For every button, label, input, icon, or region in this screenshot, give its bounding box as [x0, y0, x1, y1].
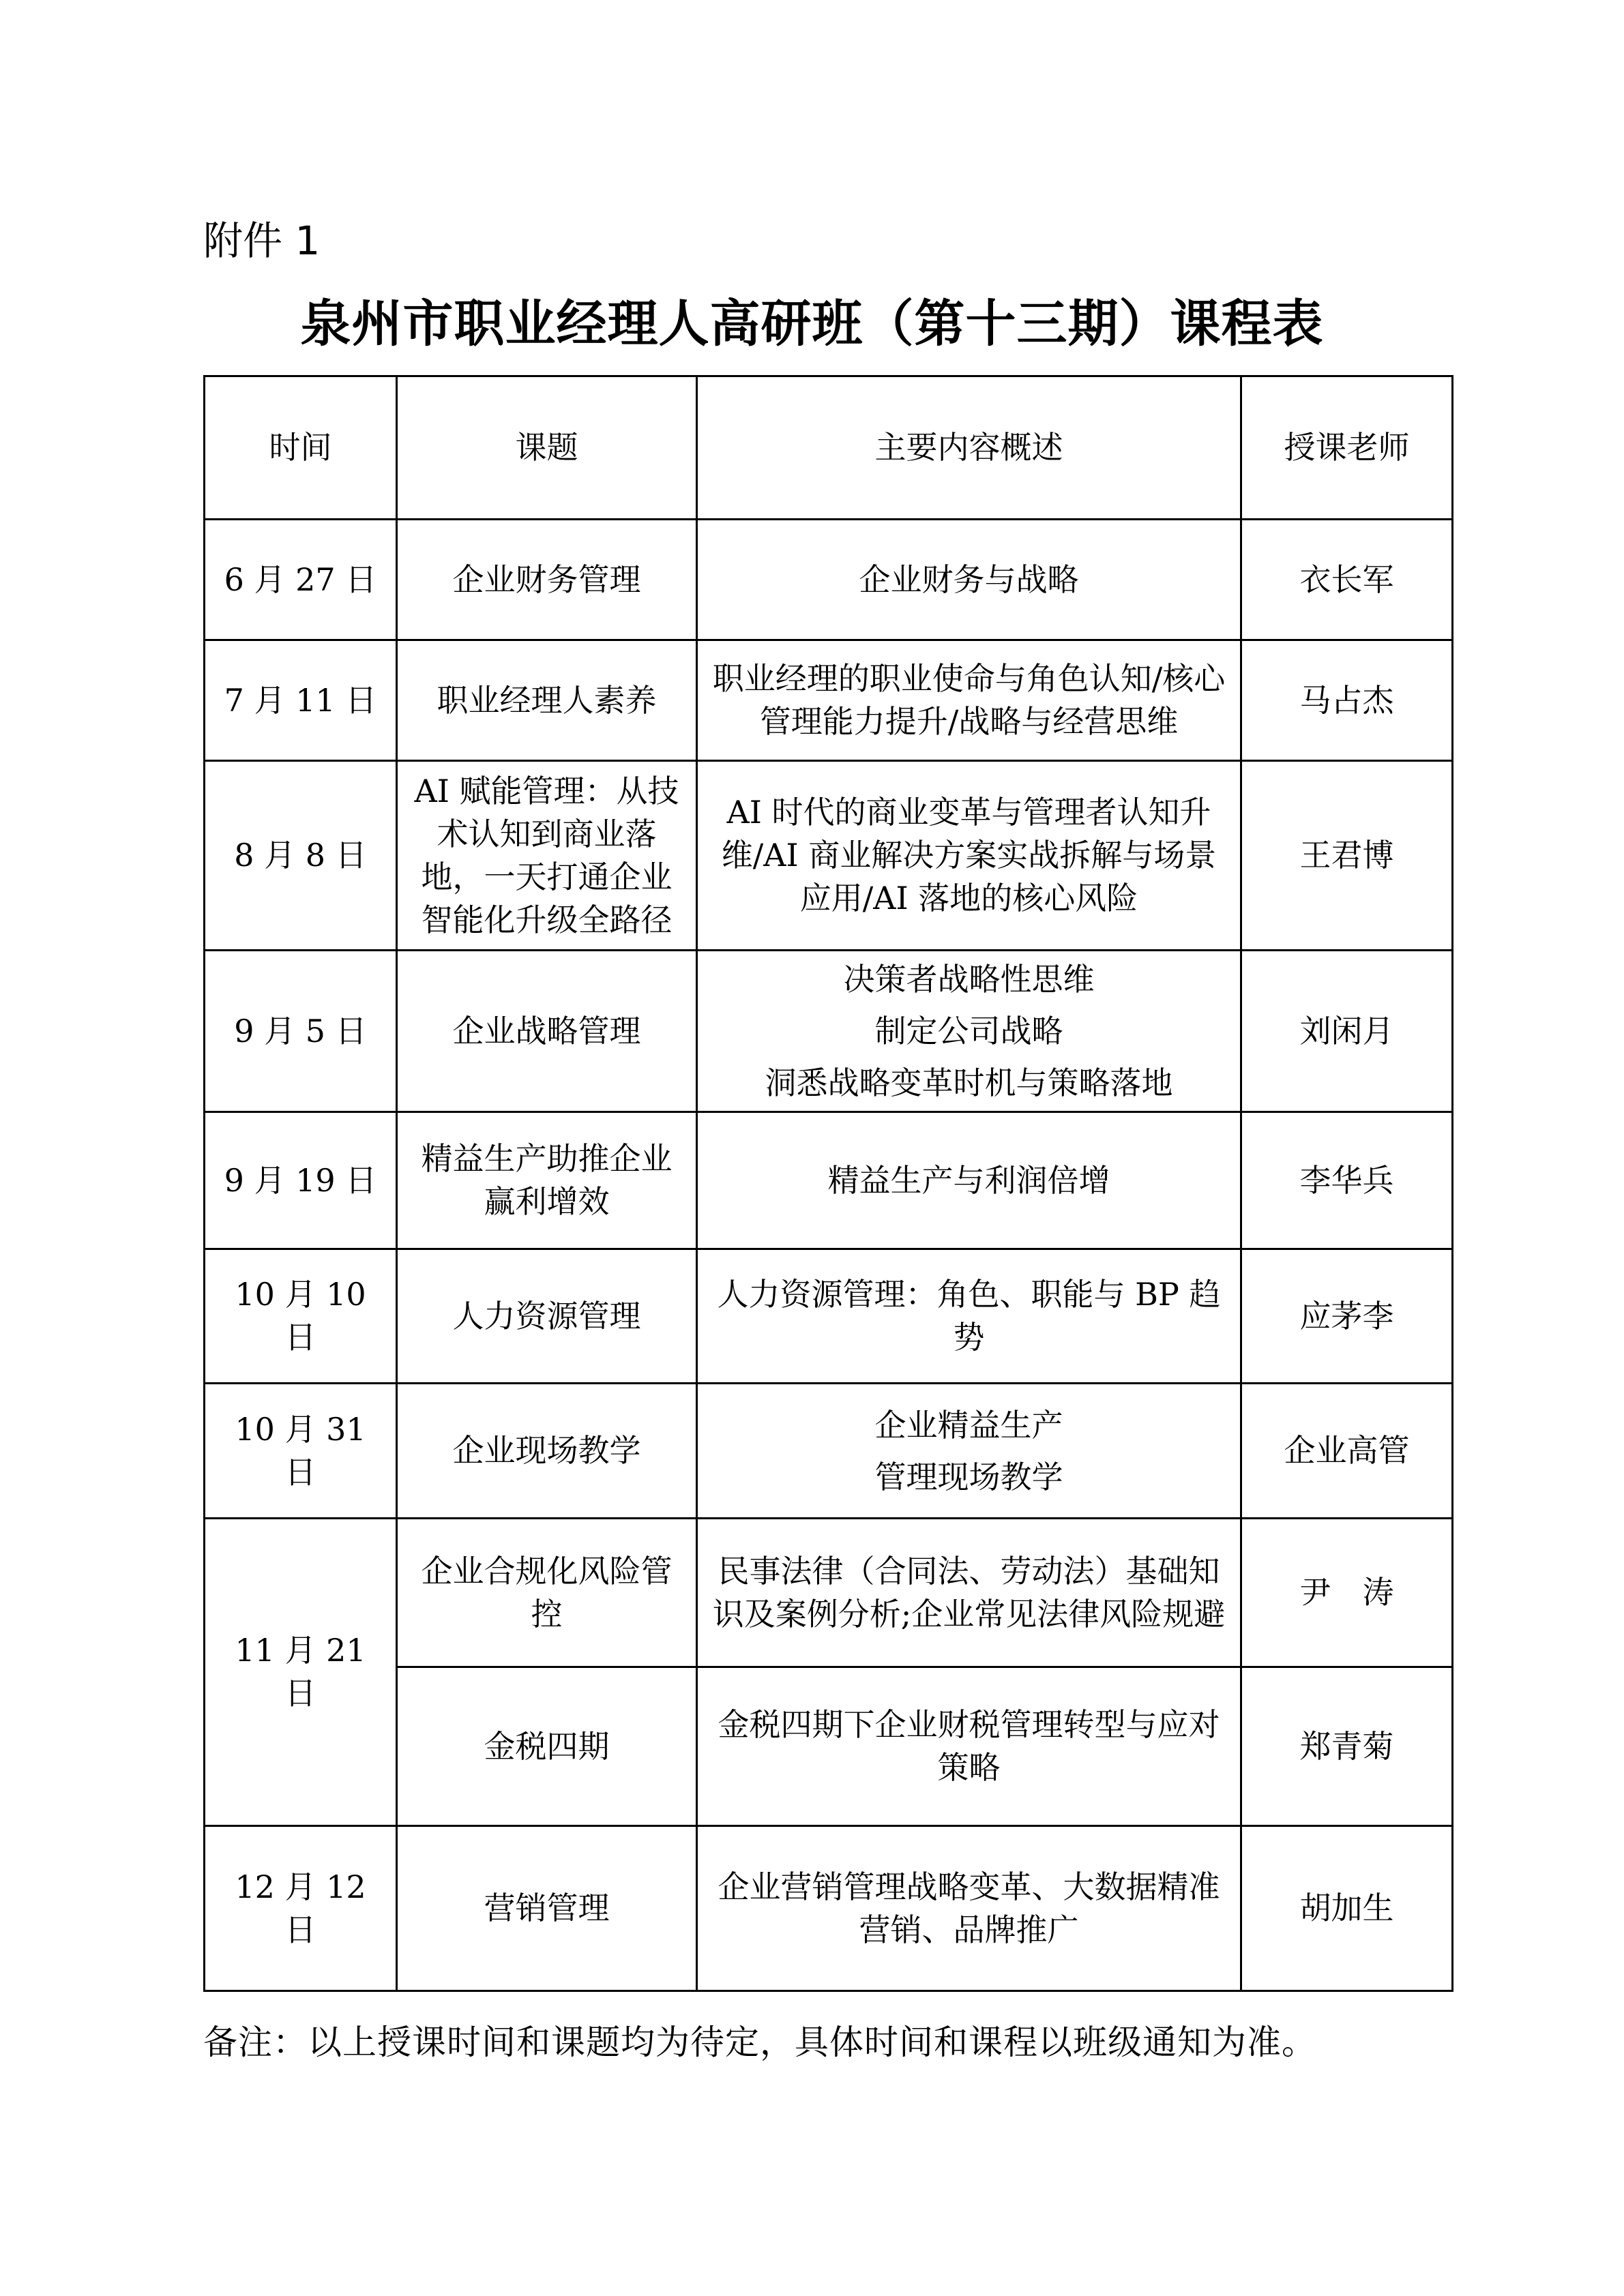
cell-teacher: 刘闲月 [1241, 951, 1453, 1112]
cell-teacher: 胡加生 [1241, 1826, 1453, 1991]
cell-teacher: 马占杰 [1241, 640, 1453, 761]
cell-content: 职业经理的职业使命与角色认知/核心管理能力提升/战略与经营思维 [697, 640, 1241, 761]
header-time: 时间 [205, 376, 397, 520]
table-row [205, 951, 1453, 1112]
content-line: 管理现场教学 [874, 1458, 1063, 1495]
cell-topic: 人力资源管理 [397, 1249, 697, 1384]
cell-time: 12 月 12 日 [205, 1826, 397, 1991]
cell-time: 11 月 21 日 [205, 1519, 397, 1826]
cell-topic: 企业财务管理 [397, 520, 697, 640]
cell-time: 10 月 10 日 [205, 1249, 397, 1384]
cell-time: 6 月 27 日 [205, 520, 397, 640]
cell-content [697, 1384, 1241, 1519]
cell-teacher: 应茅李 [1241, 1249, 1453, 1384]
cell-content: AI 时代的商业变革与管理者认知升维/AI 商业解决方案实战拆解与场景应用/AI 落地的核心风险 [697, 761, 1241, 951]
cell-content: 民事法律（合同法、劳动法）基础知识及案例分析;企业常见法律风险规避 [697, 1519, 1241, 1667]
cell-teacher: 衣长军 [1241, 520, 1453, 640]
cell-time: 9 月 5 日 [205, 951, 397, 1112]
cell-topic: 企业合规化风险管控 [397, 1519, 697, 1667]
content-line: 洞悉战略变革时机与策略落地 [765, 1064, 1173, 1101]
cell-time: 8 月 8 日 [205, 761, 397, 951]
table-row [205, 1519, 1453, 1667]
table-row [205, 1112, 1453, 1249]
table-row [205, 640, 1453, 761]
content-line: 制定公司战略 [874, 1013, 1063, 1049]
cell-topic: 金税四期 [397, 1667, 697, 1826]
table-row [205, 520, 1453, 640]
footnote: 备注：以上授课时间和课题均为待定，具体时间和课程以班级通知为准。 [203, 2023, 1316, 2062]
cell-topic: 营销管理 [397, 1826, 697, 1991]
cell-content: 人力资源管理：角色、职能与 BP 趋势 [697, 1249, 1241, 1384]
attachment-label: 附件 1 [203, 218, 321, 264]
cell-topic: 企业现场教学 [397, 1384, 697, 1519]
table-row [205, 1826, 1453, 1991]
cell-teacher: 李华兵 [1241, 1112, 1453, 1249]
cell-topic: 精益生产助推企业赢利增效 [397, 1112, 697, 1249]
cell-teacher: 尹 涛 [1241, 1519, 1453, 1667]
cell-content: 企业财务与战略 [697, 520, 1241, 640]
content-line: 企业精益生产 [874, 1406, 1063, 1444]
cell-topic: 企业战略管理 [397, 951, 697, 1112]
cell-content [697, 951, 1241, 1112]
cell-topic: AI 赋能管理：从技术认知到商业落地，一天打通企业智能化升级全路径 [397, 761, 697, 951]
header-topic: 课题 [397, 376, 697, 520]
table-row [205, 761, 1453, 951]
cell-time: 9 月 19 日 [205, 1112, 397, 1249]
content-line: 决策者战略性思维 [843, 961, 1095, 998]
table-row [205, 1249, 1453, 1384]
table-row [205, 1384, 1453, 1519]
cell-topic: 职业经理人素养 [397, 640, 697, 761]
cell-content: 金税四期下企业财税管理转型与应对策略 [697, 1667, 1241, 1826]
cell-teacher: 王君博 [1241, 761, 1453, 951]
page-title: 泉州市职业经理人高研班（第十三期）课程表 [300, 295, 1324, 353]
cell-content: 精益生产与利润倍增 [697, 1112, 1241, 1249]
header-teacher: 授课老师 [1241, 376, 1453, 520]
cell-content: 企业营销管理战略变革、大数据精准营销、品牌推广 [697, 1826, 1241, 1991]
table-header-row [205, 376, 1453, 520]
cell-teacher: 企业高管 [1241, 1384, 1453, 1519]
cell-time: 10 月 31 日 [205, 1384, 397, 1519]
cell-time: 7 月 11 日 [205, 640, 397, 761]
header-content: 主要内容概述 [697, 376, 1241, 520]
cell-teacher: 郑青菊 [1241, 1667, 1453, 1826]
course-schedule-table [203, 375, 1453, 1992]
